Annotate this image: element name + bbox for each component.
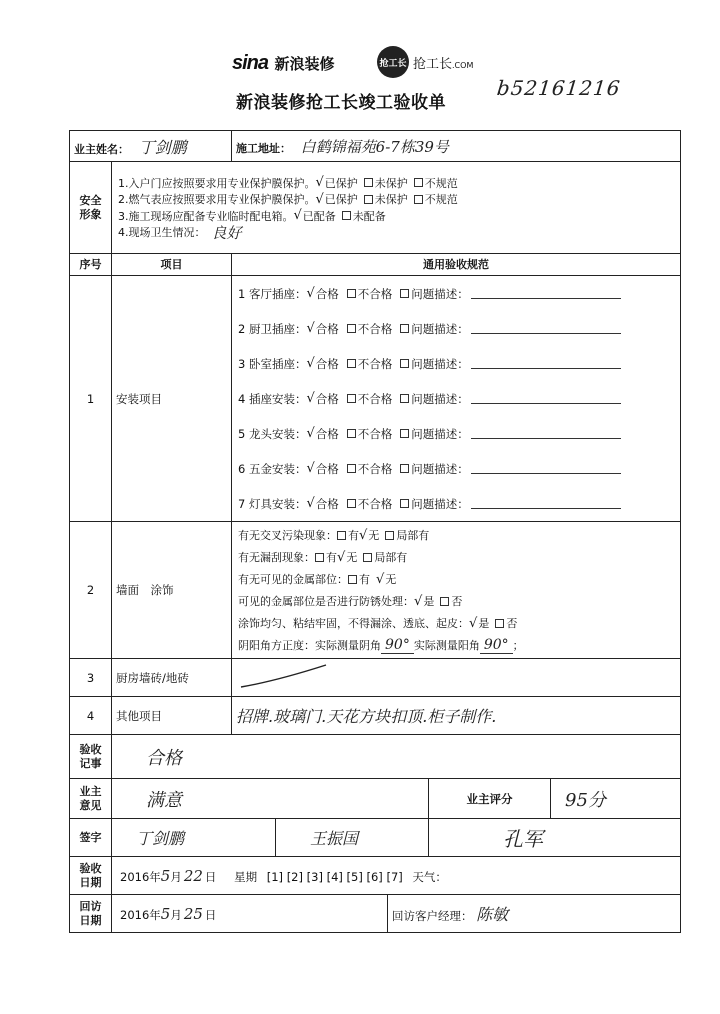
checkbox-icon — [400, 464, 409, 473]
checkbox-icon — [400, 429, 409, 438]
visit-month: 5 — [160, 904, 171, 923]
score-content — [551, 779, 681, 819]
sina-logo: sina — [232, 52, 269, 74]
checkbox-icon — [400, 359, 409, 368]
foreman-signature: 王振国 — [310, 829, 359, 848]
checkbox-icon — [347, 499, 356, 508]
safety-label: 安全形象 — [70, 162, 112, 254]
section-1-row — [70, 276, 681, 522]
wall-check-5: 涂饰均匀、粘结牢固，不得漏涂、透底、起皮： √ 是 否 — [238, 615, 518, 631]
address-label: 施工地址： — [236, 141, 292, 155]
safety-opt-protected: 已保护 — [324, 176, 358, 190]
section-1-name: 安装项目 — [112, 276, 232, 522]
visit-manager-content: 回访客户经理： 陈敏 — [388, 895, 681, 933]
record-content — [112, 735, 681, 779]
qgz-brand — [377, 46, 473, 78]
visit-manager-value: 陈敏 — [476, 905, 509, 924]
section-2-row — [70, 522, 681, 659]
wall-check-2: 有无漏刮现象： 有 √ 无 局部有 — [238, 549, 408, 565]
issue-blank — [471, 359, 621, 369]
qgz-domain: .COM — [452, 60, 474, 70]
wall-check-4: 可见的金属部位是否进行防锈处理： √ 是 否 — [238, 593, 463, 609]
owner-row — [70, 131, 681, 162]
checkbox-icon — [364, 195, 373, 204]
section-1-items — [232, 276, 681, 522]
install-item: 7 灯具安装： √ 合格 不合格 问题描述： — [238, 486, 674, 521]
issue-blank — [471, 394, 621, 404]
checkbox-icon — [364, 178, 373, 187]
table-header-row — [70, 254, 681, 276]
visit-date-content: 2016年5月 25 日 — [112, 895, 388, 933]
opinion-content — [112, 779, 429, 819]
signature-row — [70, 819, 681, 857]
visit-day: 25 — [183, 904, 203, 923]
qgz-name: 抢工长 — [413, 56, 453, 72]
qgz-logo-icon: 抢工长 — [377, 46, 409, 78]
form-header — [0, 40, 720, 120]
checkbox-icon — [400, 289, 409, 298]
checkbox-icon — [347, 359, 356, 368]
score-label: 业主评分 — [429, 779, 551, 819]
opinion-label: 业主意见 — [70, 779, 112, 819]
owner-name-label: 业主姓名： — [74, 142, 129, 156]
serial-number: b52161216 — [495, 76, 622, 100]
checkbox-icon — [337, 531, 346, 540]
checkbox-icon — [400, 324, 409, 333]
section-3-name: 厨房墙砖/地砖 — [112, 659, 232, 697]
manager-signature: 孔军 — [503, 827, 544, 851]
checkbox-icon — [363, 553, 372, 562]
checkbox-icon — [347, 394, 356, 403]
acceptance-table — [69, 130, 681, 933]
checkbox-icon — [495, 619, 504, 628]
issue-blank — [471, 464, 621, 474]
safety-line-2: 2.燃气表应按照要求用专业保护膜保护。 √ 已保护 未保护 不规范 — [118, 191, 458, 207]
inner-angle-value: 90° — [381, 637, 414, 654]
wall-check-1: 有无交叉污染现象： 有 √ 无 局部有 — [238, 527, 430, 543]
section-1-no: 1 — [70, 276, 112, 522]
outer-angle-value: 90° — [480, 637, 513, 654]
install-item: 2 厨卫插座： √ 合格 不合格 问题描述： — [238, 311, 674, 346]
opinion-value: 满意 — [146, 789, 182, 811]
wall-check-6: 阴阳角方正度：实际测量阴角 90° 实际测量阳角 90° ； — [238, 636, 524, 653]
owner-signature: 丁剑鹏 — [136, 829, 185, 848]
checkbox-icon — [348, 575, 357, 584]
manager-signature-cell — [429, 819, 681, 857]
hygiene-value: 良好 — [211, 223, 242, 242]
section-2-no: 2 — [70, 522, 112, 659]
section-4-row — [70, 697, 681, 735]
record-value: 合格 — [146, 747, 182, 769]
issue-blank — [471, 289, 621, 299]
address-value: 白鹤锦福苑6-7栋39号 — [300, 137, 449, 156]
visit-date-row — [70, 895, 681, 933]
section-4-name: 其他项目 — [112, 697, 232, 735]
checkbox-icon — [385, 531, 394, 540]
col-header-item: 项目 — [112, 254, 232, 276]
safety-row — [70, 162, 681, 254]
checkbox-icon — [414, 195, 423, 204]
other-items-value: 招牌.玻璃门.天花方块扣顶.柜子制作. — [236, 707, 497, 726]
checkbox-icon — [414, 178, 423, 187]
opinion-row — [70, 779, 681, 819]
section-2-items — [232, 522, 681, 659]
section-4-no: 4 — [70, 697, 112, 735]
install-item: 6 五金安装： √ 合格 不合格 问题描述： — [238, 451, 674, 486]
owner-signature-cell — [112, 819, 276, 857]
install-item: 5 龙头安装： √ 合格 不合格 问题描述： — [238, 416, 674, 451]
score-value: 95分 — [565, 789, 606, 811]
record-label: 验收记事 — [70, 735, 112, 779]
sina-brand — [232, 52, 335, 75]
signature-label: 签字 — [70, 819, 112, 857]
checkbox-icon — [347, 324, 356, 333]
section-2-name: 墙面 涂饰 — [112, 522, 232, 659]
strike-line-icon — [236, 661, 336, 691]
checkbox-icon — [440, 597, 449, 606]
acceptance-date-content: 2016年5月 22 日 星期 [1] [2] [3] [4] [5] [6] [7] 天气： — [112, 857, 681, 895]
safety-line-4: 4.现场卫生情况： 良好 — [118, 223, 242, 242]
acceptance-date-label: 验收日期 — [70, 857, 112, 895]
checkbox-icon — [400, 499, 409, 508]
document-title: 新浪装修抢工长竣工验收单 — [236, 93, 446, 113]
issue-blank — [471, 429, 621, 439]
acceptance-date-row — [70, 857, 681, 895]
wall-check-3: 有无可见的金属部位： 有 √ 无 — [238, 571, 397, 587]
section-3-no: 3 — [70, 659, 112, 697]
checkbox-icon — [347, 429, 356, 438]
checkbox-icon — [400, 394, 409, 403]
safety-content — [112, 162, 681, 254]
safety-line-3: 3.施工现场应配备专业临时配电箱。 √ 已配备 未配备 — [118, 208, 386, 224]
install-item: 1 客厅插座： √ 合格 不合格 问题描述： — [238, 276, 674, 311]
checkbox-icon — [347, 289, 356, 298]
acceptance-month: 5 — [160, 866, 171, 885]
record-row — [70, 735, 681, 779]
install-item: 3 卧室插座： √ 合格 不合格 问题描述： — [238, 346, 674, 381]
section-3-row — [70, 659, 681, 697]
col-header-spec: 通用验收规范 — [232, 254, 681, 276]
section-3-content — [232, 659, 681, 697]
foreman-signature-cell — [276, 819, 429, 857]
col-header-no: 序号 — [70, 254, 112, 276]
owner-name-value: 丁剑鹏 — [138, 137, 187, 157]
sina-brand-text: 新浪装修 — [274, 56, 335, 73]
visit-date-label: 回访日期 — [70, 895, 112, 933]
checkbox-icon — [315, 553, 324, 562]
qgz-brand-text — [413, 53, 473, 72]
checkbox-icon — [342, 211, 351, 220]
acceptance-day: 22 — [183, 866, 203, 885]
issue-blank — [471, 324, 621, 334]
checkbox-icon — [347, 464, 356, 473]
section-4-content — [232, 697, 681, 735]
install-item: 4 插座安装： √ 合格 不合格 问题描述： — [238, 381, 674, 416]
safety-line-1: 1.入户门应按照要求用专业保护膜保护。 √ 已保护 未保护 不规范 — [118, 175, 458, 191]
issue-blank — [471, 499, 621, 509]
owner-name-cell — [70, 131, 232, 162]
address-cell — [232, 131, 681, 162]
